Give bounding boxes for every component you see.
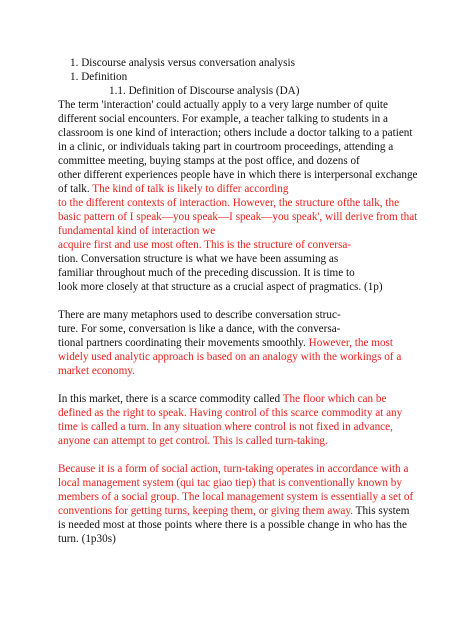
paragraph-4-line: is needed most at those points where there is a possible change in who has the	[58, 519, 407, 531]
highlighted-text: However, the most	[308, 337, 394, 349]
paragraph-4-line	[58, 504, 409, 518]
paragraph-1-line: committee meeting, buying stamps at the post office, and dozens of	[58, 155, 360, 167]
paragraph-2-line: There are many metaphors used to describe conversation struc-	[58, 309, 341, 321]
highlighted-line: to the different contexts of interaction. However, the structure ofthe talk, the	[58, 197, 400, 209]
paragraph-1-line: familiar throughout much of the preceding discussion. It is time to	[58, 267, 355, 279]
paragraph-4-line: turn. (1p30s)	[58, 533, 116, 545]
paragraph-3-line	[58, 392, 386, 406]
highlighted-text: conventions for getting turns, keeping them, or giving them away.	[58, 505, 356, 517]
highlighted-line: widely used analytic approach is based on an analogy with the workings of a	[58, 351, 402, 363]
highlighted-text: The floor which can be	[282, 393, 387, 405]
paragraph-1-line: different social encounters. For example, a teacher talking to students in a	[58, 113, 389, 125]
heading-level-3: 1.1. Definition of Discourse analysis (DA)	[109, 85, 300, 97]
highlighted-text: The kind of talk is likely to differ according	[92, 183, 289, 195]
plain-text: tional partners coordinating their movements smoothly.	[58, 337, 309, 349]
plain-text: In this market, there is a scarce commodity called	[58, 393, 283, 405]
highlighted-line: members of a social group. The local management system is essentially a set of	[58, 491, 414, 503]
paragraph-1-line: other different experiences people have in which there is interpersonal exchange	[58, 169, 418, 181]
highlighted-line: fundamental kind of interaction we	[58, 225, 216, 237]
paragraph-1-line: in a clinic, or individuals taking part in courtroom proceedings, attending a	[58, 141, 394, 153]
highlighted-line: local management system (qui tac giao tiep) that is conventionally known by	[58, 477, 402, 489]
highlighted-line: time is called a turn. In any situation where control is not fixed in advance,	[58, 421, 393, 433]
paragraph-1-line	[58, 182, 288, 196]
highlighted-line: basic pattern of I speak—you speak—I speak—you speak', will derive from that	[58, 211, 418, 223]
paragraph-1-line: The term 'interaction' could actually apply to a very large number of quite	[58, 99, 389, 111]
paragraph-1-line: tion. Conversation structure is what we have been assuming as	[58, 253, 339, 265]
paragraph-1-line: classroom is one kind of interaction; others include a doctor talking to a patient	[58, 127, 413, 139]
paragraph-1-line: look more closely at that structure as a crucial aspect of pragmatics. (1p)	[58, 281, 383, 293]
highlighted-line: Because it is a form of social action, turn-taking operates in accordance with a	[58, 463, 409, 475]
highlighted-line: market economy.	[58, 365, 135, 377]
plain-text: of talk.	[58, 183, 93, 195]
highlighted-line: anyone can attempt to get control. This is called turn-taking.	[58, 435, 328, 447]
paragraph-2-line: ture. For some, conversation is like a dance, with the conversa-	[58, 323, 341, 335]
highlighted-line: defined as the right to speak. Having control of this scarce commodity at any	[58, 407, 403, 419]
highlighted-line: acquire first and use most often. This is the structure of conversa-	[58, 239, 352, 251]
paragraph-2-line	[58, 336, 393, 350]
heading-level-2: 1. Definition	[70, 71, 128, 83]
plain-text: This system	[355, 505, 410, 517]
heading-level-1: 1. Discourse analysis versus conversation analysis	[70, 57, 295, 69]
